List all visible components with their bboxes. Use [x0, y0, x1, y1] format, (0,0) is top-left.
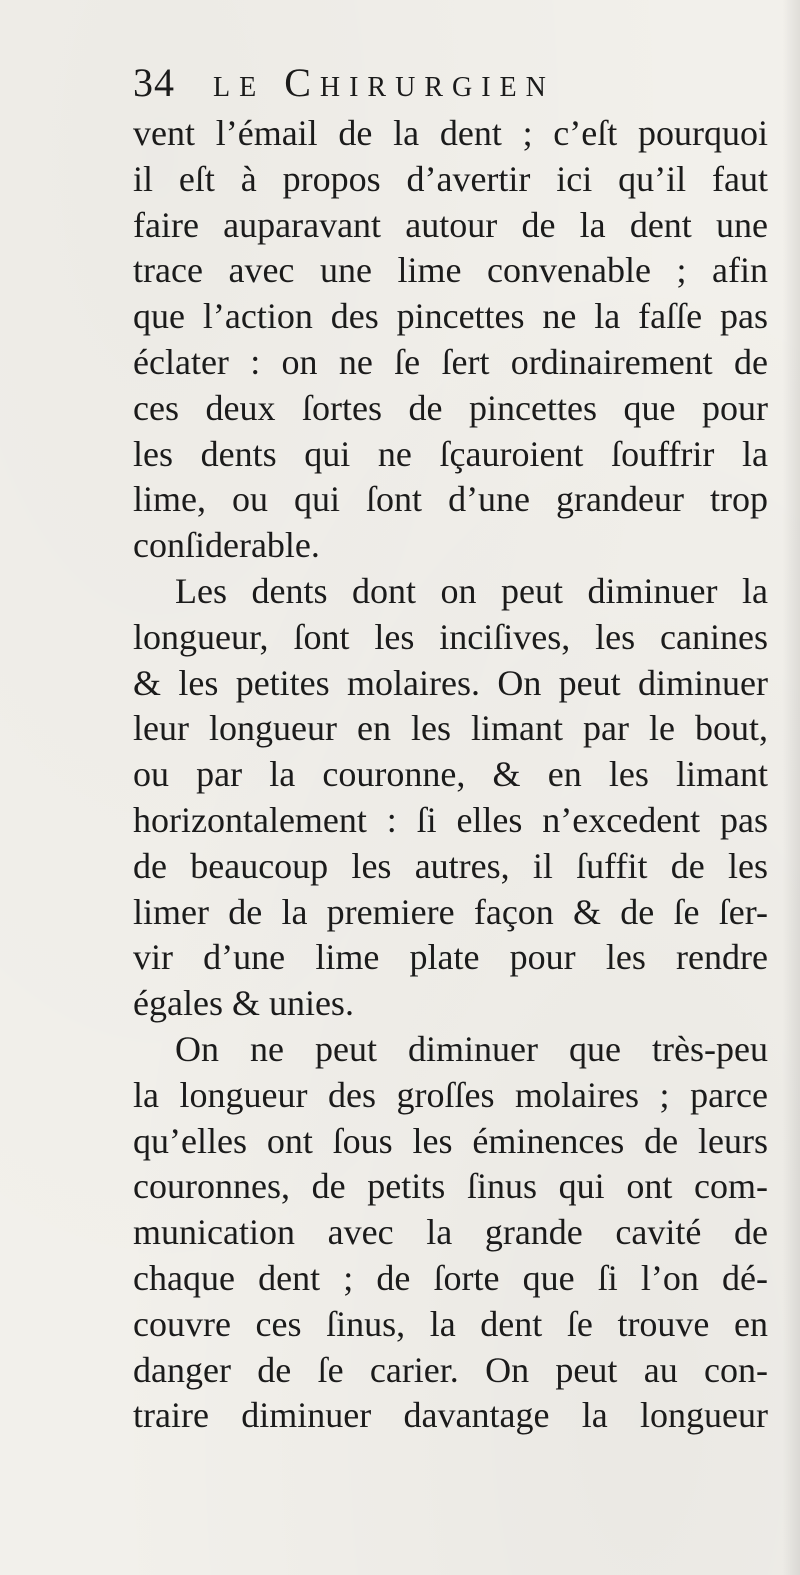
- text-line: chaque dent ; de ſorte que ſi l’on dé-: [133, 1257, 768, 1298]
- text-line: ou par la couronne, & en les limant: [133, 754, 768, 795]
- text-line: éclater : on ne ſe ſert ordinairement de: [133, 341, 768, 382]
- text-line: & les petites molaires. On peut diminuer: [133, 662, 768, 703]
- text-line: traire diminuer davantage la longueur: [133, 1395, 768, 1436]
- page-edge-shadow: [782, 0, 800, 1575]
- text-line: que l’action des pincettes ne la faſſe pas: [133, 296, 768, 337]
- text-line: couronnes, de petits ſinus qui ont com-: [133, 1166, 768, 1207]
- paragraph-start-line: On ne peut diminuer que très-peu: [175, 1028, 768, 1069]
- running-head: le Chirurgien: [213, 60, 555, 105]
- page-number: 34: [133, 60, 175, 105]
- text-line: les dents qui ne ſçauroient ſouffrir la: [133, 433, 768, 474]
- text-line: leur longueur en les limant par le bout,: [133, 708, 768, 749]
- text-line: horizontalement : ſi elles n’excedent pas: [133, 799, 768, 840]
- paragraph-start-line: Les dents dont on peut diminuer la: [175, 570, 768, 611]
- text-line: danger de ſe carier. On peut au con-: [133, 1349, 768, 1390]
- text-line: qu’elles ont ſous les éminences de leurs: [133, 1120, 768, 1161]
- text-line: il eſt à propos d’avertir ici qu’il faut: [133, 158, 768, 199]
- paragraph-end-line: égales & unies.: [133, 983, 354, 1024]
- text-line: munication avec la grande cavité de: [133, 1212, 768, 1253]
- text-line: vent l’émail de la dent ; c’eſt pourquoi: [133, 113, 768, 153]
- text-line: couvre ces ſinus, la dent ſe trouve en: [133, 1303, 768, 1344]
- text-line: de beaucoup les autres, il ſuffit de les: [133, 845, 768, 886]
- text-line: la longueur des groſſes molaires ; parce: [133, 1074, 768, 1115]
- text-line: faire auparavant autour de la dent une: [133, 204, 768, 245]
- text-line: longueur, ſont les inciſives, les canines: [133, 616, 768, 657]
- body-text: [133, 111, 768, 1439]
- page-header: [133, 58, 773, 108]
- text-line: trace avec une lime convenable ; afin: [133, 250, 768, 291]
- text-line: limer de la premiere façon & de ſe ſer-: [133, 891, 768, 932]
- text-line: lime, ou qui ſont d’une grandeur trop: [133, 479, 768, 520]
- paragraph-end-line: conſiderable.: [133, 525, 320, 566]
- text-line: vir d’une lime plate pour les rendre: [133, 937, 768, 978]
- text-line: ces deux ſortes de pincettes que pour: [133, 387, 768, 428]
